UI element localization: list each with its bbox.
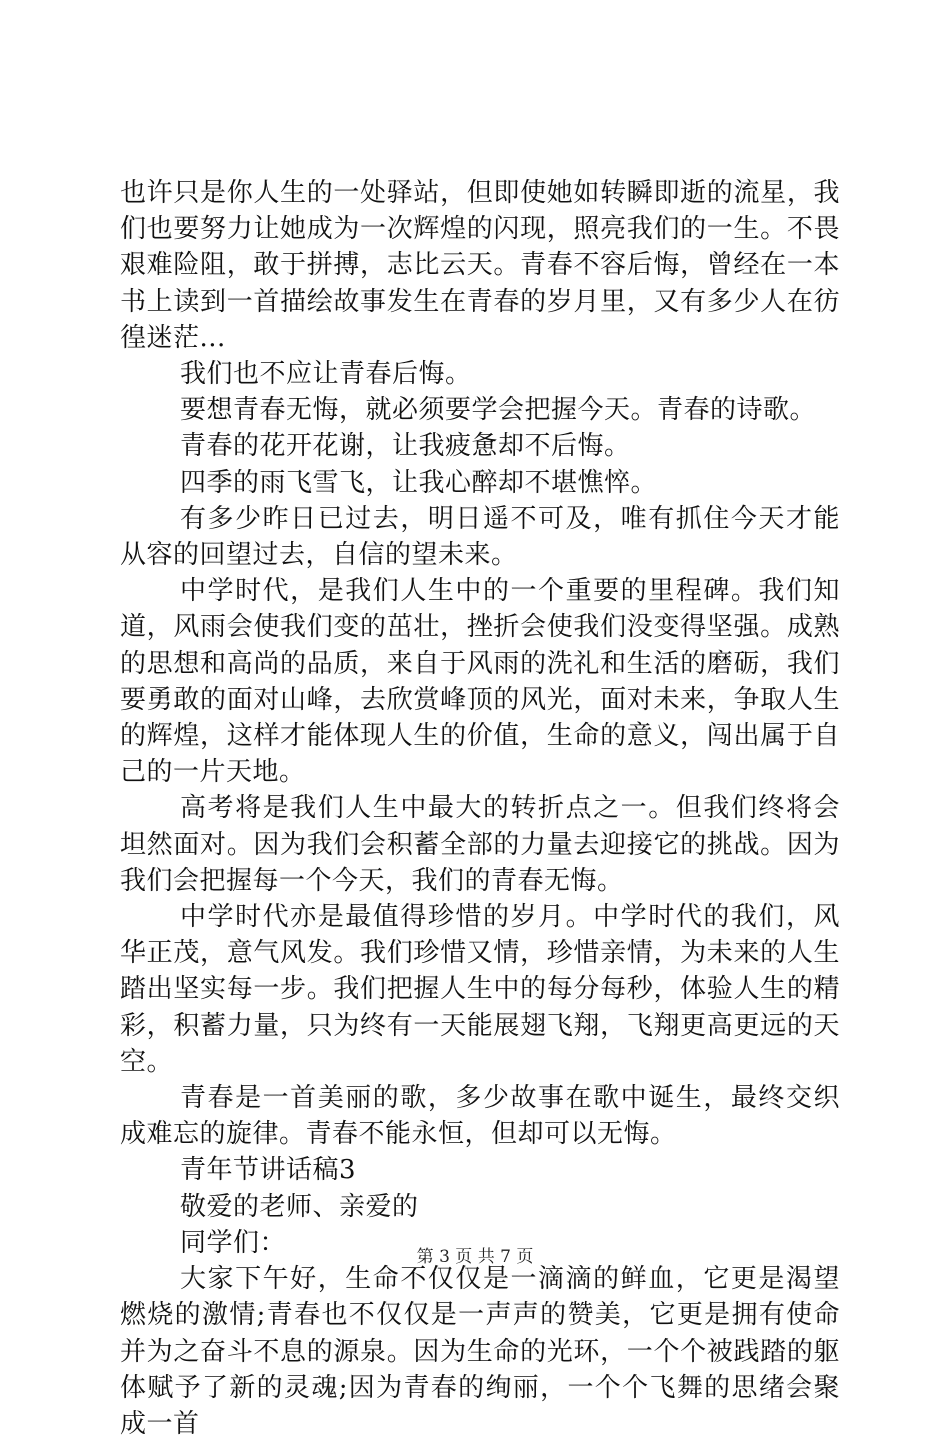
salutation-line: 敬爱的老师、亲爱的 bbox=[180, 1191, 419, 1222]
paragraph: 大家下午好，生命不仅仅是一滴滴的鲜血，它更是渴望燃烧的激情;青春也不仅仅是一声声的赞美，它更是拥有使命并为之奋斗不息的源泉。因为生命的光环，一个个被践踏的躯体赋予了新的灵魂;因为青春的绚丽，一个个飞舞的思绪会聚成一首 bbox=[120, 1264, 840, 1439]
section-title: 青年节讲话稿3 bbox=[180, 1155, 357, 1186]
paragraph: 青春是一首美丽的歌，多少故事在歌中诞生，最终交织成难忘的旋律。青春不能永恒，但却可以无悔。 bbox=[120, 1083, 840, 1150]
paragraph: 四季的雨飞雪飞，让我心醉却不堪憔悴。 bbox=[180, 467, 658, 498]
paragraph: 要想青春无悔，就必须要学会把握今天。青春的诗歌。 bbox=[180, 395, 817, 426]
paragraph: 中学时代亦是最值得珍惜的岁月。中学时代的我们，风华正茂，意气风发。我们珍惜又情，珍惜亲情，为未来的人生踏出坚实每一步。我们把握人生中的每分每秒，体验人生的精彩，积蓄力量，只为终有一天能展翅飞翔，飞翔更高更远的天空。 bbox=[120, 902, 840, 1077]
paragraph: 青春的花开花谢，让我疲惫却不后悔。 bbox=[180, 431, 631, 462]
salutation-line: 同学们： bbox=[180, 1227, 287, 1258]
paragraph: 有多少昨日已过去，明日遥不可及，唯有抓住今天才能从容的回望过去，自信的望未来。 bbox=[120, 503, 840, 571]
paragraph-continuation: 也许只是你人生的一处驿站，但即使她如转瞬即逝的流星，我们也要努力让她成为一次辉煌的闪现，照亮我们的一生。不畏艰难险阻，敢于拼搏，志比云天。青春不容后悔，曾经在一本书上读到一首描绘故事发生在青春的岁月里，又有多少人在彷徨迷茫... bbox=[120, 178, 840, 353]
paragraph: 高考将是我们人生中最大的转折点之一。但我们终将会坦然面对。因为我们会积蓄全部的力量去迎接它的挑战。因为我们会把握每一个今天，我们的青春无悔。 bbox=[120, 793, 840, 896]
paragraph: 我们也不应让青春后悔。 bbox=[180, 359, 472, 390]
page-number-footer: 第 3 页 共 7 页 bbox=[416, 1247, 534, 1267]
paragraph: 中学时代，是我们人生中的一个重要的里程碑。我们知道，风雨会使我们变的茁壮，挫折会使我们没变得坚强。成熟的思想和高尚的品质，来自于风雨的洗礼和生活的磨砺，我们要勇敢的面对山峰，去欣赏峰顶的风光，面对未来，争取人生的辉煌，这样才能体现人生的价值，生命的意义，闯出属于自己的一片天地。 bbox=[120, 576, 840, 788]
